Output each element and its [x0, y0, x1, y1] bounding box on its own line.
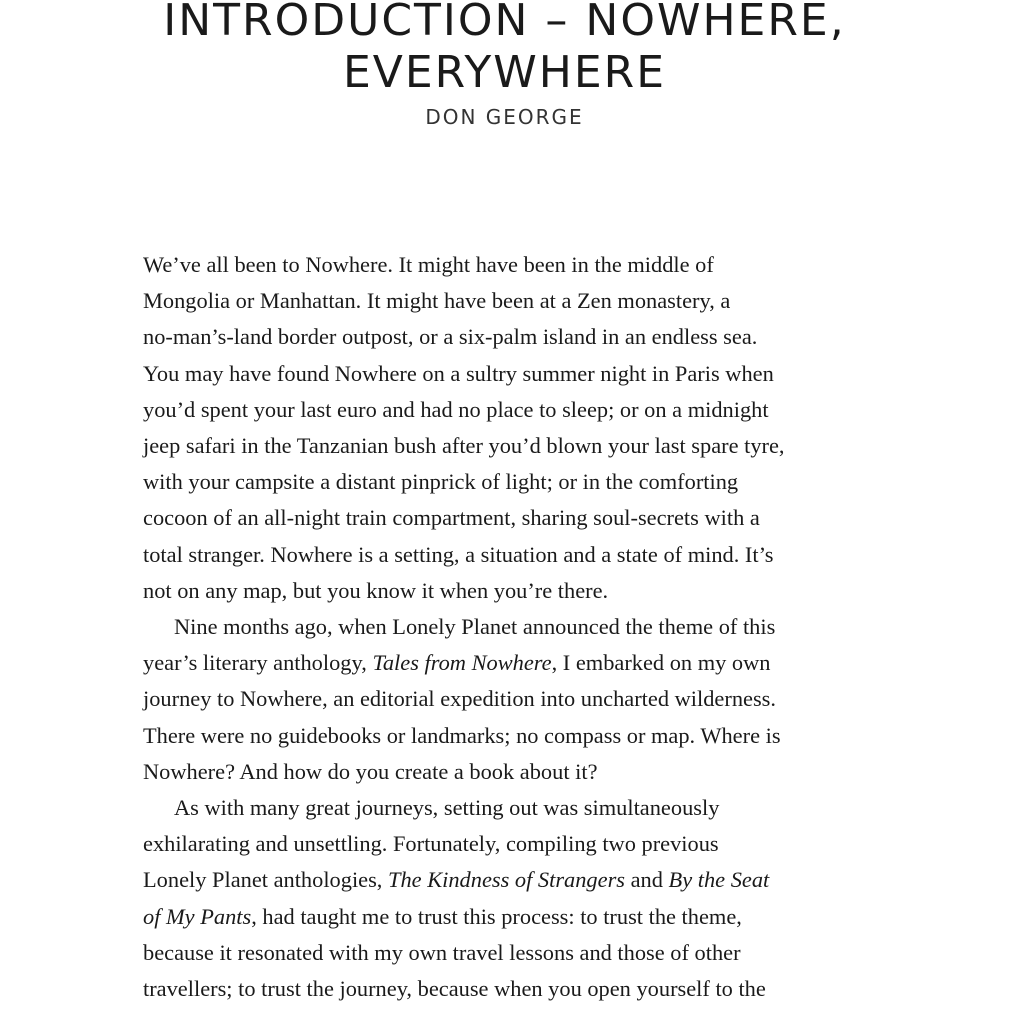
chapter-heading: [0, 0, 1009, 131]
text-line: [143, 645, 883, 681]
text-line: [143, 862, 883, 898]
chapter-title-line-1: INTRODUCTION – NOWHERE,: [163, 0, 846, 46]
paragraph-start-line: As with many great journeys, setting out was simultaneously: [174, 795, 720, 821]
book-title: of My Pants: [143, 903, 252, 929]
text-line: exhilarating and unsettling. Fortunately, compiling two previous: [143, 831, 719, 857]
text-line: total stranger. Nowhere is a setting, a situation and a state of mind. It’s: [143, 541, 774, 567]
text-line: with your campsite a distant pinprick of light; or in the comforting: [143, 469, 739, 495]
text-line: cocoon of an all-night train compartment, sharing soul-secrets with a: [143, 505, 760, 531]
text-line: Nowhere? And how do you create a book about it?: [143, 758, 598, 784]
text-line: We’ve all been to Nowhere. It might have been in the middle of: [143, 252, 714, 277]
text-line: not on any map, but you know it when you’re there.: [143, 577, 609, 603]
text-run: , had taught me to trust this process: to trust the theme,: [251, 903, 742, 929]
text-line: You may have found Nowhere on a sultry summer night in Paris when: [143, 360, 774, 386]
text-line: [143, 899, 883, 935]
paragraph-start-line: Nine months ago, when Lonely Planet announced the theme of this: [174, 614, 776, 640]
text-line: you’d spent your last euro and had no place to sleep; or on a midnight: [143, 396, 769, 422]
text-run: , I embarked on my own: [551, 650, 771, 676]
text-run: year’s literary anthology,: [143, 650, 373, 676]
text-line: There were no guidebooks or landmarks; no compass or map. Where is: [143, 722, 781, 748]
book-title: Tales from Nowhere: [372, 650, 552, 676]
text-run: Lonely Planet anthologies,: [143, 867, 389, 893]
text-line: journey to Nowhere, an editorial expedition into uncharted wilderness.: [143, 686, 776, 712]
book-title: The Kindness of Strangers: [388, 867, 625, 893]
text-line: because it resonated with my own travel lessons and those of other: [143, 939, 741, 965]
book-title: By the Seat: [668, 867, 770, 893]
text-line: Mongolia or Manhattan. It might have been at a Zen monastery, a: [143, 288, 731, 314]
text-run: and: [625, 867, 669, 893]
text-line: no-man’s-land border outpost, or a six-palm island in an endless sea.: [143, 324, 758, 350]
text-line: jeep safari in the Tanzanian bush after you’d blown your last spare tyre,: [143, 433, 785, 459]
body-text: [143, 247, 883, 1007]
chapter-title-line-2: EVERYWHERE: [342, 47, 667, 98]
text-line: travellers; to trust the journey, because when you open yourself to the: [143, 976, 766, 1002]
author-byline: DON GEORGE: [425, 105, 584, 129]
